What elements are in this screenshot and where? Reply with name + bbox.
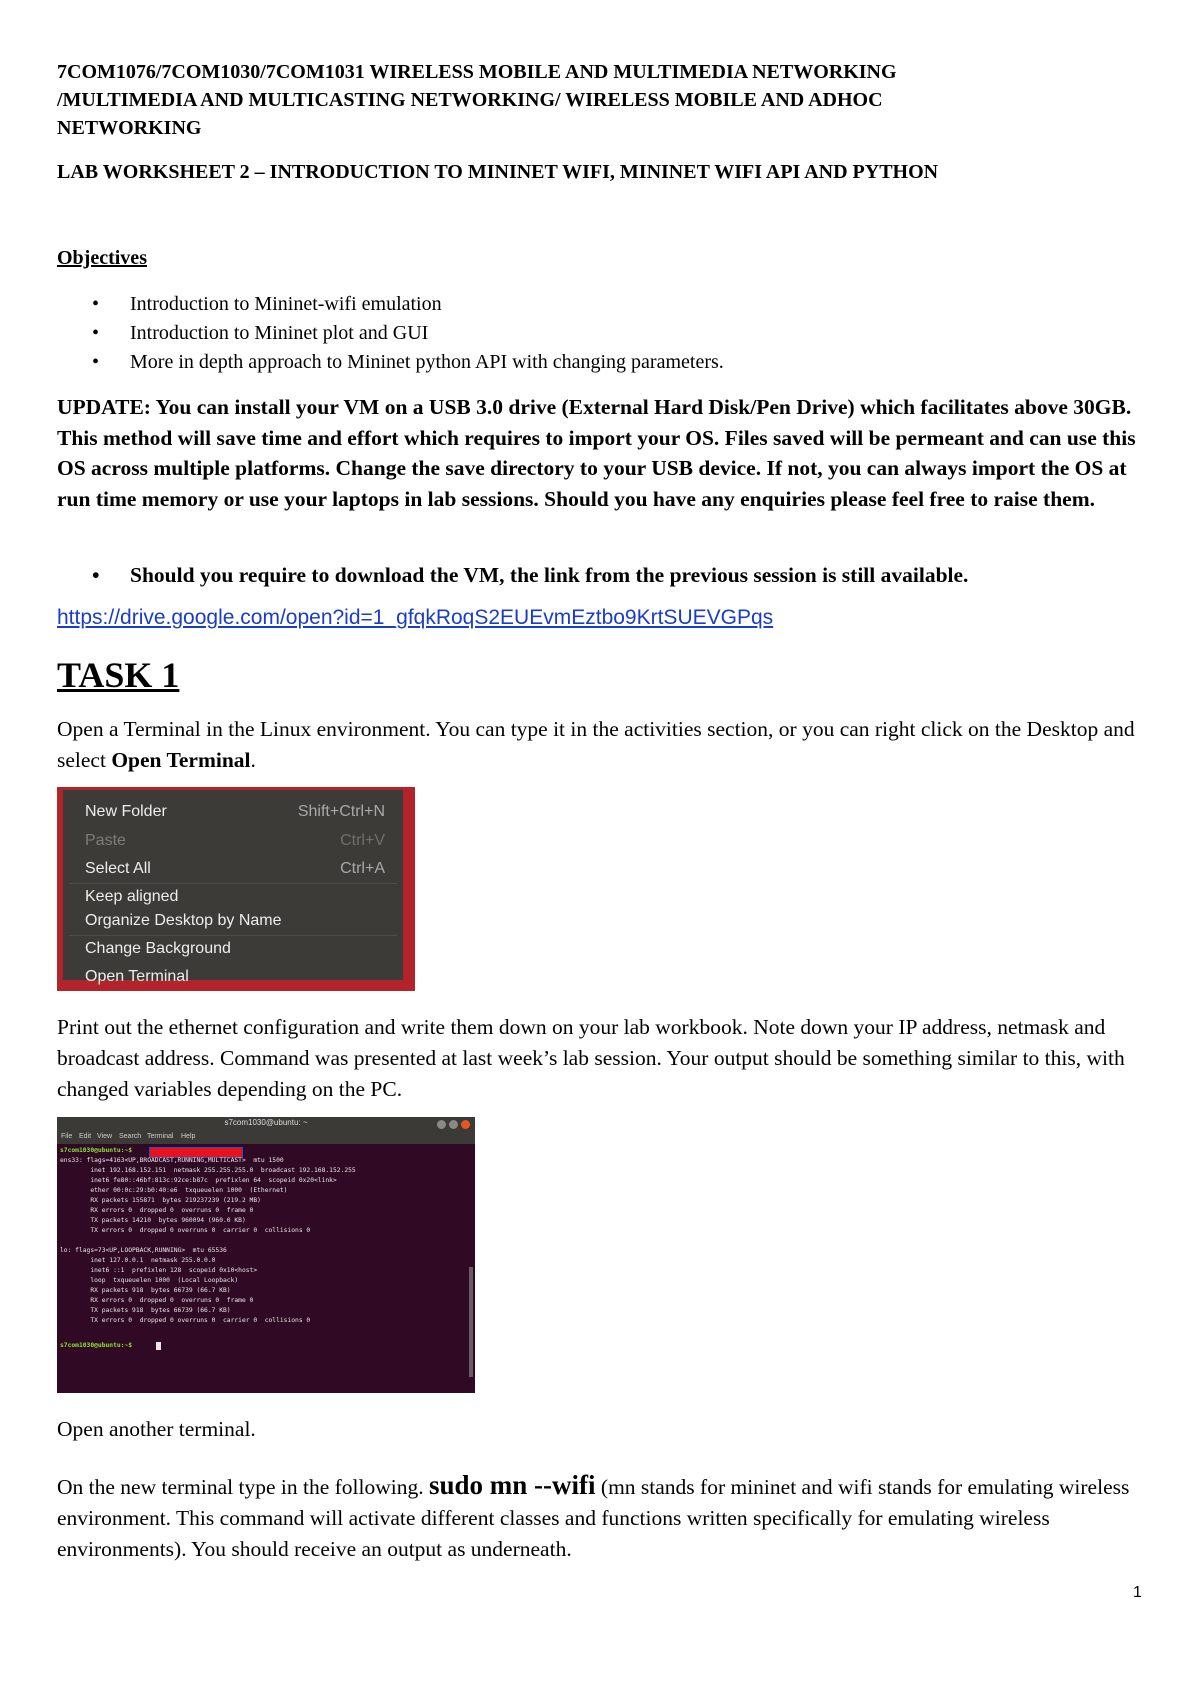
menu-item-label: New Folder — [85, 803, 167, 820]
terminal-scrollbar[interactable] — [469, 1267, 473, 1377]
minimize-icon[interactable] — [437, 1120, 446, 1129]
menu-item-shortcut: Shift+Ctrl+N — [297, 803, 385, 820]
objectives-heading: Objectives — [57, 247, 147, 269]
terminal-output-line: loop txqueuelen 1000 (Local Loopback) — [60, 1277, 239, 1284]
terminal-output-line: TX packets 918 bytes 66739 (66.7 KB) — [60, 1307, 231, 1314]
instruction-text: On the new terminal type in the following. — [57, 1475, 429, 1499]
terminal-output-line: inet 192.168.152.151 netmask 255.255.255.0 broadcast 192.168.152.255 — [60, 1167, 356, 1174]
task-1-instruction — [57, 714, 1157, 776]
context-menu — [63, 790, 403, 985]
page-number: 1 — [1133, 1584, 1142, 1601]
objective-item: • Introduction to Mininet-wifi emulation — [92, 290, 724, 319]
terminal-output-line: RX errors 0 dropped 0 overruns 0 frame 0 — [60, 1207, 254, 1214]
menu-separator — [69, 935, 397, 936]
terminal-output-line: TX errors 0 dropped 0 overruns 0 carrier 0 collisions 0 — [60, 1317, 311, 1324]
vm-download-list — [92, 561, 968, 590]
terminal-output-line: inet6 fe80::46bf:813c:92ce:b87c prefixlen 64 scopeid 0x20<link> — [60, 1177, 337, 1184]
terminal-prompt: s7com1030@ubuntu:~$ — [60, 1147, 133, 1154]
update-notice: UPDATE: You can install your VM on a USB 3.0 drive (External Hard Disk/Pen Drive) which facilitates above 30GB. This method will save time and effort which requires to import your OS. Files saved will be permeant and can use this OS across multiple platforms. Change the save directory to your USB device. If not, you can always import the OS at run time memory or use your laptops in lab sessions. Should you have any enquiries please feel free to raise them. — [57, 395, 1136, 511]
menu-item-keep-aligned[interactable] — [85, 888, 385, 914]
instruction-period: . — [250, 748, 256, 772]
vm-download-link[interactable]: https://drive.google.com/open?id=1_gfqkRoqS2EUEvmEztbo9KrtSUEVGPqs — [57, 606, 774, 629]
terminal-output-line: TX errors 0 dropped 0 overruns 0 carrier 0 collisions 0 — [60, 1227, 311, 1234]
maximize-icon[interactable] — [449, 1120, 458, 1129]
terminal-output-line: inet6 ::1 prefixlen 128 scopeid 0x10<host> — [60, 1267, 258, 1274]
terminal-output-line: ens33: flags=4163<UP,BROADCAST,RUNNING,MULTICAST> mtu 1500 — [60, 1157, 284, 1164]
terminal-title: s7com1030@ubuntu: ~ — [224, 1118, 308, 1127]
terminal-menu-view[interactable]: View — [97, 1133, 113, 1140]
task-1-heading: TASK 1 — [57, 655, 180, 695]
terminal-menu-terminal[interactable]: Terminal — [147, 1133, 174, 1140]
ethernet-config-instruction: Print out the ethernet configuration and write them down on your lab workbook. Note down your IP address, netmask and broadcast address. Command was presented at last week’s lab session. Your output should be something similar to this, with changed variables depending on the PC. — [57, 1015, 1125, 1101]
terminal-menu-help[interactable]: Help — [181, 1133, 196, 1140]
terminal-screenshot — [57, 1117, 475, 1393]
terminal-output-line: ether 00:0c:29:b0:40:e6 txqueuelen 1000 (Ethernet) — [60, 1187, 288, 1194]
terminal-cursor — [156, 1342, 161, 1350]
command-explanation: (mn stands for mininet and wifi stands for emulating wireless environment. This command will activate different classes and functions written specifically for emulating wireless environments). You should receive an output as underneath. — [57, 1475, 1130, 1561]
menu-item-label: Change Background — [85, 940, 231, 957]
terminal-prompt: s7com1030@ubuntu:~$ — [60, 1342, 133, 1349]
menu-item-change-background[interactable] — [85, 940, 385, 966]
menu-item-label: Paste — [85, 832, 126, 849]
terminal-output-line: lo: flags=73<UP,LOOPBACK,RUNNING> mtu 65536 — [60, 1247, 227, 1254]
menu-item-label: Open Terminal — [85, 968, 189, 985]
menu-item-new-folder[interactable] — [85, 803, 385, 829]
terminal-titlebar — [57, 1117, 475, 1132]
objectives-list — [92, 290, 724, 377]
menu-item-shortcut: Ctrl+A — [340, 860, 385, 877]
open-terminal-emphasis: Open Terminal — [111, 748, 251, 772]
terminal-output-line: inet 127.0.0.1 netmask 255.0.0.0 — [60, 1257, 216, 1264]
menu-separator — [69, 883, 397, 884]
terminal-output-line: TX packets 14210 bytes 960094 (960.0 KB) — [60, 1217, 246, 1224]
course-title-line-2: /MULTIMEDIA AND MULTICASTING NETWORKING/ WIRELESS MOBILE AND ADHOC — [57, 89, 883, 111]
command-sudo-mn-wifi: sudo mn --wifi — [429, 1470, 596, 1500]
objective-item: • More in depth approach to Mininet python API with changing parameters. — [92, 348, 724, 377]
vm-download-note: • Should you require to download the VM, the link from the previous session is still available. — [92, 561, 968, 590]
menu-item-label: Select All — [85, 860, 151, 877]
course-title-line-3: NETWORKING — [57, 117, 202, 139]
terminal-menubar — [57, 1132, 475, 1144]
menu-item-label: Organize Desktop by Name — [85, 912, 282, 929]
instruction-text: Open a Terminal in the Linux environment. You can type it in the activities section, or you can right click on the Desktop and select — [57, 717, 1135, 772]
open-another-terminal: Open another terminal. — [57, 1417, 256, 1441]
worksheet-title: LAB WORKSHEET 2 – INTRODUCTION TO MININET WIFI, MININET WIFI API AND PYTHON — [57, 161, 939, 183]
menu-item-paste[interactable] — [85, 832, 385, 858]
course-title-line-1: 7COM1076/7COM1030/7COM1031 WIRELESS MOBILE AND MULTIMEDIA NETWORKING — [57, 61, 897, 83]
terminal-output-line: RX errors 0 dropped 0 overruns 0 frame 0 — [60, 1297, 254, 1304]
close-icon[interactable] — [461, 1120, 470, 1129]
objective-item: • Introduction to Mininet plot and GUI — [92, 319, 724, 348]
context-menu-screenshot — [57, 787, 415, 991]
terminal-output-line: RX packets 155871 bytes 219237239 (219.2 MB) — [60, 1197, 261, 1204]
terminal-menu-search[interactable]: Search — [119, 1133, 142, 1140]
menu-item-shortcut: Ctrl+V — [340, 832, 385, 849]
terminal-menu-edit[interactable]: Edit — [79, 1133, 92, 1140]
terminal-output-line: RX packets 918 bytes 66739 (66.7 KB) — [60, 1287, 231, 1294]
sudo-mn-instruction — [57, 1470, 1157, 1565]
menu-item-open-terminal[interactable] — [85, 968, 385, 994]
terminal-menu-file[interactable]: File — [61, 1133, 73, 1140]
menu-item-label: Keep aligned — [85, 888, 179, 905]
